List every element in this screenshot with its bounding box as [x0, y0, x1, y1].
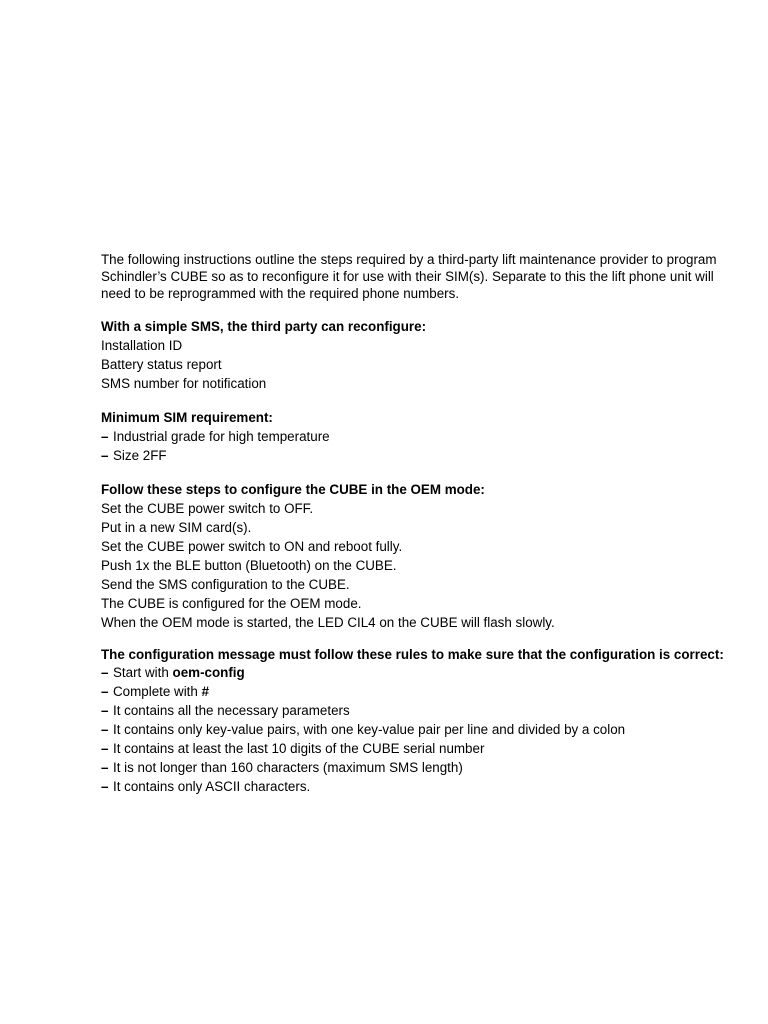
dash-bullet: –: [101, 703, 109, 718]
rule-item: [101, 720, 726, 739]
intro-paragraph: The following instructions outline the steps required by a third-party lift maintenance provider to program Schindler’s CUBE so as to reconfigure it for use with their SIM(s). Separate to this the lift phone unit will need to be reprogrammed with the required phone numbers.: [101, 252, 717, 301]
dash-bullet: –: [101, 741, 109, 756]
steps-section-heading: Follow these steps to configure the CUBE in the OEM mode:: [101, 482, 485, 497]
step-item: Set the CUBE power switch to OFF.: [101, 501, 314, 516]
rule-keyword: oem-config: [172, 665, 245, 680]
sms-section-heading: With a simple SMS, the third party can reconfigure:: [101, 319, 427, 334]
rule-text: It contains all the necessary parameters: [113, 703, 350, 718]
rule-item: [101, 663, 726, 682]
rules-section-heading: The configuration message must follow these rules to make sure that the configuration is correct:: [101, 647, 724, 662]
rule-keyword: #: [201, 684, 210, 699]
sim-section-heading: Minimum SIM requirement:: [101, 410, 273, 425]
rule-text: Start with: [113, 665, 173, 680]
sms-section: [101, 317, 726, 393]
rule-text: It contains at least the last 10 digits of the CUBE serial number: [113, 741, 485, 756]
dash-bullet: –: [101, 429, 109, 444]
dash-bullet: –: [101, 448, 109, 463]
step-item: The CUBE is configured for the OEM mode.: [101, 596, 362, 611]
step-item: When the OEM mode is started, the LED CIL4 on the CUBE will flash slowly.: [101, 615, 555, 630]
list-item: [101, 427, 726, 446]
rule-item: [101, 739, 726, 758]
sim-section: [101, 408, 726, 465]
dash-bullet: –: [101, 684, 109, 699]
document-body: [101, 251, 726, 796]
rule-item: [101, 777, 726, 796]
rule-text: It contains only key-value pairs, with one key-value pair per line and divided by a colon: [113, 722, 626, 737]
rule-item: [101, 758, 726, 777]
dash-bullet: –: [101, 722, 109, 737]
step-item: Send the SMS configuration to the CUBE.: [101, 577, 350, 592]
dash-bullet: –: [101, 760, 109, 775]
list-item: Battery status report: [101, 357, 222, 372]
list-item-text: Size 2FF: [113, 448, 167, 463]
rule-item: [101, 701, 726, 720]
list-item-text: Industrial grade for high temperature: [113, 429, 330, 444]
rule-text: It is not longer than 160 characters (maximum SMS length): [113, 760, 463, 775]
step-item: Set the CUBE power switch to ON and reboot fully.: [101, 539, 403, 554]
list-item: Installation ID: [101, 338, 183, 353]
rules-section: [101, 647, 726, 796]
dash-bullet: –: [101, 665, 109, 680]
rule-text: Complete with: [113, 684, 202, 699]
step-item: Put in a new SIM card(s).: [101, 520, 252, 535]
list-item: SMS number for notification: [101, 376, 267, 391]
rule-text: It contains only ASCII characters.: [113, 779, 311, 794]
steps-section: [101, 480, 726, 632]
dash-bullet: –: [101, 779, 109, 794]
rule-item: [101, 682, 726, 701]
step-item: Push 1x the BLE button (Bluetooth) on the CUBE.: [101, 558, 397, 573]
list-item: [101, 446, 726, 465]
